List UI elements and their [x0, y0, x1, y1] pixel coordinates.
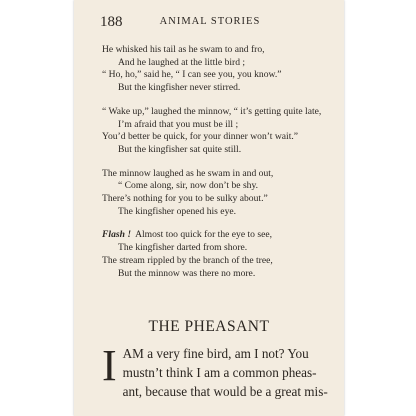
- poem-line: The kingfisher opened his eye.: [118, 205, 237, 217]
- poem-line: But the minnow was there no more.: [118, 267, 256, 279]
- stanza: [102, 44, 334, 95]
- poem: [102, 44, 334, 291]
- running-head: ANIMAL STORIES: [159, 16, 261, 27]
- page-number: 188: [100, 14, 123, 30]
- stanza: [102, 229, 334, 280]
- poem-line: I’m afraid that you must be ill ;: [118, 118, 239, 130]
- poem-line: You’d better be quick, for your dinner won’t wait.”: [102, 131, 299, 143]
- story-text: [102, 341, 328, 401]
- poem-line: The kingfisher darted from shore.: [118, 242, 248, 254]
- story-line: mustn’t think I am a common pheas-: [122, 365, 317, 380]
- poem-line-text: Almost too quick for the eye to see,: [135, 229, 273, 241]
- poem-line: He whisked his tail as he swam to and fro,: [102, 44, 265, 55]
- poem-line: “ Ho, ho,” said he, “ I can see you, you know.”: [102, 69, 282, 81]
- drop-cap: I: [102, 341, 117, 390]
- poem-line: The minnow laughed as he swam in and out,: [102, 167, 274, 179]
- story-line: ant, because that would be a great mis-: [122, 384, 328, 399]
- poem-line: And he laughed at the little bird ;: [118, 56, 246, 68]
- poem-line: [102, 229, 334, 242]
- poem-line: There’s nothing for you to be sulky about.”: [102, 193, 268, 205]
- poem-line: But the kingfisher never stirred.: [118, 82, 241, 94]
- poem-line: But the kingfisher sat quite still.: [118, 143, 242, 155]
- poem-line: “ Come along, sir, now don’t be shy.: [118, 180, 259, 192]
- book-page: [74, 0, 344, 416]
- poem-line: The stream rippled by the branch of the tree,: [102, 254, 273, 266]
- story-title: THE PHEASANT: [148, 318, 270, 335]
- lead-word: Flash !: [102, 229, 132, 241]
- poem-line: “ Wake up,” laughed the minnow, “ it’s getting quite late,: [102, 105, 322, 117]
- stanza: [102, 168, 334, 219]
- story-line: AM a very fine bird, am I not? You: [122, 346, 309, 361]
- stanza: [102, 106, 334, 157]
- page-header: [100, 14, 320, 34]
